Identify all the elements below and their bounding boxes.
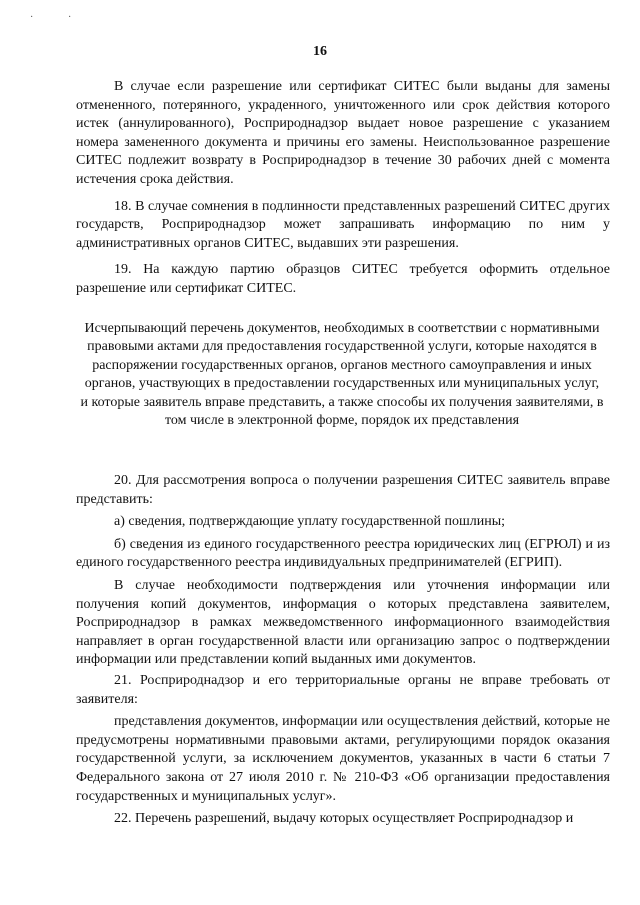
paragraph-19: 19. На каждую партию образцов СИТЕС требуется оформить отдельное разрешение или сертификат СИТЕС. bbox=[76, 262, 610, 296]
paragraph-interagency-request: В случае необходимости подтверждения или уточнения информации или получения копий документов, информация о которых представлена заявителем, Росприроднадзор в рамках межведомственного информационного взаимодействия направляет в орган государственной власти или организацию запрос о подтверждении информации или представлении копий выданных ими документов. bbox=[76, 577, 610, 668]
paragraph-20: 20. Для рассмотрения вопроса о получении разрешения СИТЕС заявитель вправе представить: bbox=[76, 473, 610, 507]
paragraph-22: 22. Перечень разрешений, выдачу которых осуществляет Росприроднадзор и bbox=[114, 811, 574, 827]
paragraph-20-a: а) сведения, подтверждающие уплату государственной пошлины; bbox=[114, 514, 506, 530]
section-heading: Исчерпывающий перечень документов, необходимых в соответствии с нормативными правовыми актами для предоставления государственной услуги, которые находятся в распоряжении государственных органов, органов местного самоуправления и иных органов, участвующих в предоставлении государственных или муниципальных услуг, и которые заявитель вправе представить, а также способы их получения заявителями, в том числе в электронной форме, порядок их представления bbox=[80, 321, 604, 429]
paragraph-replacement-permits: В случае если разрешение или сертификат СИТЕС были выданы для замены отмененного, потерянного, украденного, уничтоженного или срок действия которого истек (аннулированного), Росприроднадзор выдает новое разрешение с указанием номера замененного документа и причины его замены. Неиспользованное разрешение СИТЕС подлежит возврату в Росприроднадзор в течение 30 рабочих дней с момента истечения срока действия. bbox=[76, 79, 610, 187]
paragraph-21: 21. Росприроднадзор и его территориальные органы не вправе требовать от заявителя: bbox=[76, 672, 610, 707]
scan-mark: · bbox=[30, 12, 34, 23]
section-block-1 bbox=[76, 78, 610, 299]
paragraph-20-b: б) сведения из единого государственного реестра юридических лиц (ЕГРЮЛ) и из единого государственного реестра индивидуальных предпринимателей (ЕГРИП). bbox=[76, 536, 610, 571]
scan-mark: · bbox=[68, 12, 72, 23]
page-number: 16 bbox=[313, 44, 327, 59]
section-block-2 bbox=[76, 472, 610, 829]
paragraph-18: 18. В случае сомнения в подлинности представленных разрешений СИТЕС других государств, Росприроднадзор может запрашивать информацию по ним у административных органов СИТЕС, выдавших эти разрешения. bbox=[76, 198, 610, 251]
paragraph-21-item: представления документов, информации или осуществления действий, которые не предусмотрены нормативными правовыми актами, регулирующими порядок оказания государственной услуги, за исключением документов, указанных в части 6 статьи 7 Федерального закона от 27 июля 2010 г. № 210-ФЗ «Об организации предоставления государственных и муниципальных услуг». bbox=[76, 714, 610, 804]
